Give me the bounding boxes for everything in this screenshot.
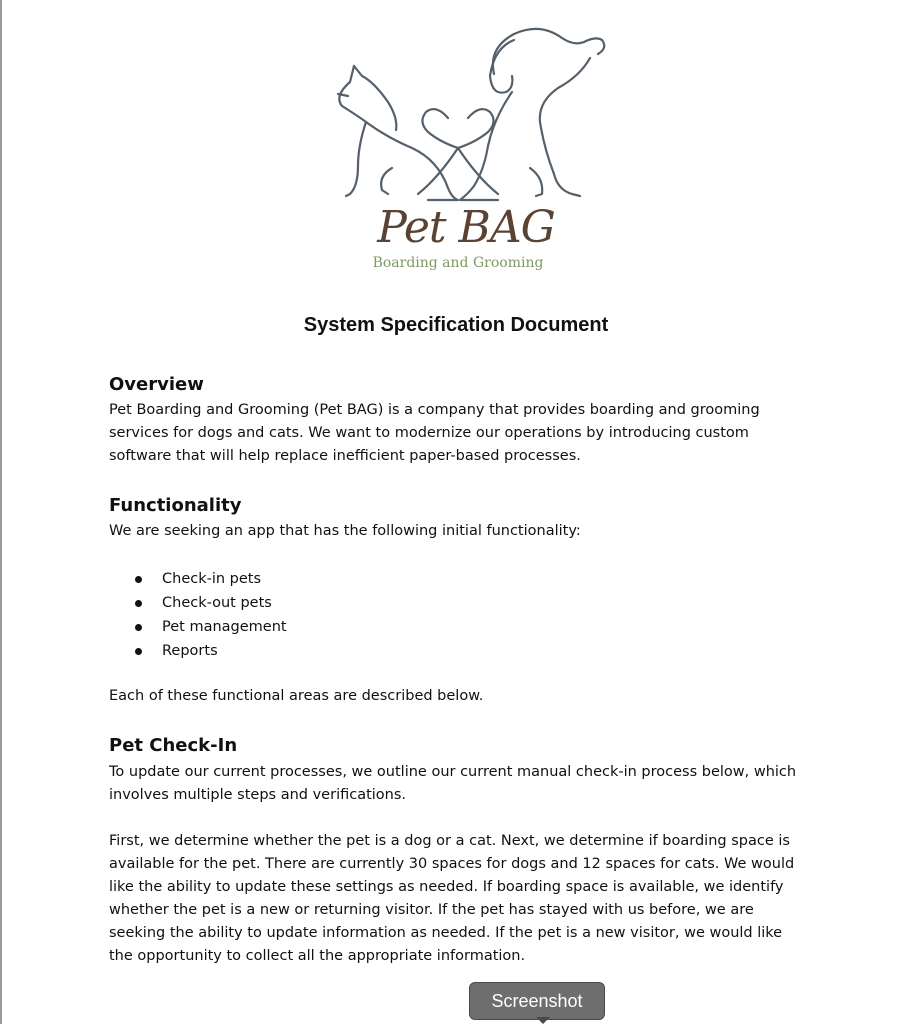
list-item-label: Check-out pets [162,595,272,611]
checkin-paragraph-2: First, we determine whether the pet is a dog or a cat. Next, we determine if boarding space is available for the pet. There are currently 30 spaces for dogs and 12 spaces for cats. We would like the ability to update these settings as needed. If boarding space is available, we identify whether the pet is a new or returning visitor. If the pet has stayed with us before, we are seeking the ability to update information as needed. If the pet is a new visitor, we would like the opportunity to collect all the appropriate information. [109,833,795,964]
screenshot-button[interactable]: Screenshot [469,982,605,1020]
logo-title: Pet BAG [377,202,555,253]
list-item [109,615,287,639]
checkin-heading: Pet Check-In [109,735,238,756]
list-item-label: Pet management [162,619,287,635]
overview-paragraph: Pet Boarding and Grooming (Pet BAG) is a company that provides boarding and grooming services for dogs and cats. We want to modernize our operations by introducing custom software that will help replace inefficient paper-based processes. [109,402,760,464]
bullet-icon [135,648,142,655]
pet-bag-logo [318,18,614,278]
logo-subtitle: Boarding and Grooming [372,255,544,271]
overview-heading: Overview [109,374,204,395]
functionality-intro: We are seeking an app that has the following initial functionality: [109,523,581,539]
functionality-outro: Each of these functional areas are described below. [109,688,484,704]
list-item [109,567,287,591]
page-title: System Specification Document [303,314,609,336]
checkin-paragraph-1: To update our current processes, we outline our current manual check-in process below, which involves multiple steps and verifications. [109,764,797,803]
list-item-label: Reports [162,643,218,659]
list-item-label: Check-in pets [162,571,262,587]
list-item [109,639,287,663]
bullet-icon [135,624,142,631]
bullet-icon [135,600,142,607]
page-left-border [0,0,2,1024]
functionality-heading: Functionality [109,495,242,516]
cat-dog-heart-icon [318,18,614,208]
list-item [109,591,287,615]
bullet-icon [135,576,142,583]
screenshot-button-pointer [536,1017,550,1024]
functionality-list [109,567,287,663]
